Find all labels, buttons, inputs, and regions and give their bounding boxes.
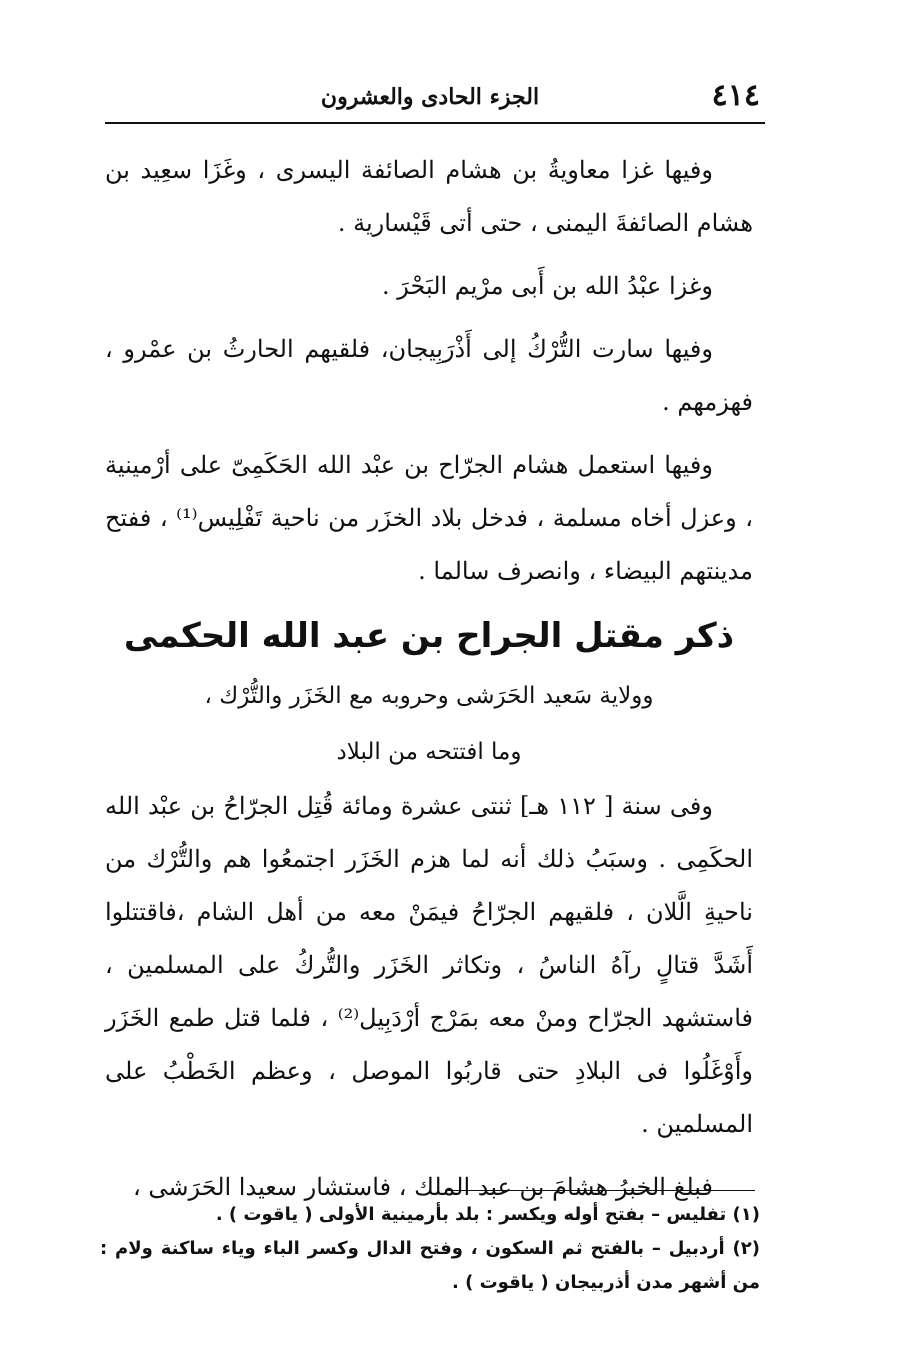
footnotes (100, 1198, 760, 1300)
paragraph: فبلغ الخبرُ هشامَ بن عبد الملك ، فاستشار سعيدا الحَرَشى ، (132, 1173, 713, 1201)
section-title: ذكر مقتل الجراح بن عبد الله الحكمى (123, 616, 735, 656)
paragraph: وفيها غزا معاويةُ بن هشام الصائفة اليسرى ، وغَزَا سعِيد بن هشام الصائفةَ اليمنى ، حتى أتى قَيْسارية . (105, 156, 753, 237)
footnote: (٢) أردبيل – بالفتح ثم السكون ، وفتح الدال وكسر الباء وياء ساكنة ولام : من أشهر مدن أذربيجان ( ياقوت ) . (100, 1238, 760, 1293)
running-title: الجزء الحادى والعشرون (320, 84, 540, 110)
footnote: (١) تفليس – بفتح أوله ويكسر : بلد بأرمينية الأولى ( ياقوت ) . (215, 1204, 760, 1225)
paragraph: وفيها سارت التُّرْكُ إلى أَذْرَبِيجان، فلقيهم الحارثُ بن عمْرو ، فهزمهم . (105, 335, 753, 416)
section-subtitle: وولاية سَعيد الحَرَشى وحروبه مع الخَزَر والتُّرْك ، (204, 683, 654, 709)
header-divider (105, 122, 765, 124)
paragraph: وغزا عبْدُ الله بن أَبى مرْيم البَحْرَ . (381, 272, 713, 300)
paragraph: وفيها استعمل هشام الجرّاح بن عبْد الله الحَكَمِىّ على أرْمينية ، وعزل أخاه مسلمة ، فدخل بلاد الخزَر من ناحية تَفْلِيس⁽¹⁾ ، ففتح مدينتهم البيضاء ، وانصرف سالما . (105, 451, 753, 585)
footnote-divider (445, 1190, 755, 1191)
paragraph: وفى سنة [ ١١٢ هـ] ثنتى عشرة ومائة قُتِل الجرّاحُ بن عبْد الله الحكَمِى . وسبَبُ ذلك أنه لما هزم الخَزَر اجتمعُوا هم والتُّرْك من ناحيةِ الَّلان ، فلقيهم الجرّاحُ فيمَنْ معه من أهل الشام ،فاقتتلوا أَشَدَّ قتالٍ رآهُ الناسُ ، وتكاثر الخَزَر والتُّركُ على المسلمين ، فاستشهد الجرّاح ومنْ معه بمَرْج أرْدَبِيل⁽²⁾ ، فلما قتل طمع الخَزَر وأَوْغَلُوا فى البلادِ حتى قاربُوا الموصل ، وعظم الخَطْبُ على المسلمين . (105, 792, 753, 1138)
page-number: ٤١٤ (711, 78, 760, 113)
page-header (100, 76, 760, 116)
main-text (105, 144, 753, 1224)
section-subtitle: وما افتتحه من البلاد (336, 739, 522, 765)
